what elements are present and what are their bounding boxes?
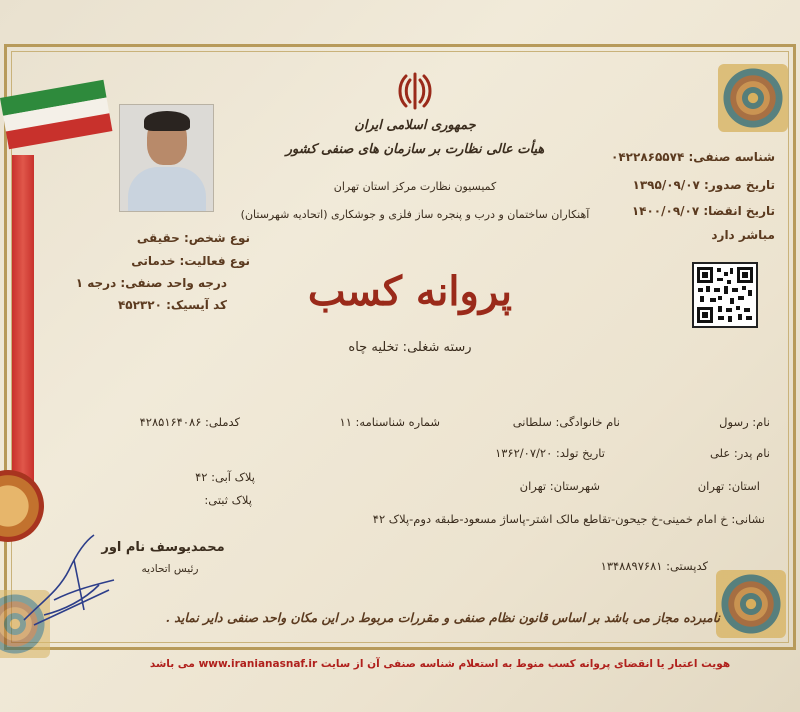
city: شهرستان: تهران bbox=[519, 479, 600, 493]
ribbon-decoration bbox=[12, 155, 34, 485]
father-name: نام پدر: علی bbox=[709, 446, 770, 460]
holder-surname: نام خانوادگی: سلطانی bbox=[512, 415, 620, 429]
registered-plate: پلاک ثبتی: bbox=[204, 493, 252, 507]
guild-id: شناسه صنفی: ۰۴۲۲۸۶۵۵۷۴ bbox=[611, 150, 775, 164]
signature-icon bbox=[14, 530, 124, 630]
republic-heading: جمهوری اسلامی ایران bbox=[354, 118, 476, 133]
iran-emblem-icon bbox=[394, 70, 436, 112]
legal-notice: نامبرده مجاز می باشد بر اساس قانون نظام صنفی و مقررات مربوط در این مکان واحد صنفی دایر نماید . bbox=[165, 610, 720, 625]
verification-footer bbox=[110, 658, 770, 670]
signer-role: رئیس اتحادیه bbox=[141, 563, 199, 575]
qr-code-icon bbox=[692, 262, 758, 328]
activity-type: نوع فعالیت: خدماتی bbox=[131, 254, 250, 268]
corner-ornament-icon bbox=[716, 570, 786, 638]
birth-date: تاریخ تولد: ۱۳۶۲/۰۷/۲۰ bbox=[495, 446, 605, 460]
holder-first-name: نام: رسول bbox=[719, 415, 770, 429]
document-title: پروانه کسب bbox=[307, 268, 513, 315]
board-heading: هیأت عالی نظارت بر سازمان های صنفی کشور bbox=[285, 142, 545, 157]
unit-grade: درجه واحد صنفی: درجه ۱ bbox=[75, 276, 227, 290]
footer-text: هویت اعتبار یا انقضای پروانه کسب منوط به استعلام شناسه صنفی آن از سایت bbox=[320, 658, 731, 670]
expiry-date: تاریخ انقضا: ۱۴۰۰/۰۹/۰۷ bbox=[631, 204, 775, 218]
footer-text-end: می باشد bbox=[149, 658, 195, 670]
national-code: کدملی: ۴۲۸۵۱۶۴۰۸۶ bbox=[139, 415, 240, 429]
signer-name: محمدیوسف نام اور bbox=[101, 540, 225, 555]
corner-ornament-icon bbox=[718, 64, 788, 132]
person-type: نوع شخص: حقیقی bbox=[136, 231, 250, 245]
id-number: شماره شناسنامه: ۱۱ bbox=[339, 415, 440, 429]
isic-code: کد آیسیک: ۴۵۲۳۲۰ bbox=[117, 298, 227, 312]
commission-heading: کمیسیون نظارت مرکز استان تهران bbox=[333, 180, 497, 193]
direct-manager: مباشر دارد bbox=[711, 228, 775, 242]
business-category: رسته شغلی: تخلیه چاه bbox=[348, 340, 472, 355]
union-heading: آهنکاران ساختمان و درب و پنجره ساز فلزی و جوشکاری (اتحادیه شهرستان) bbox=[240, 208, 590, 221]
address: نشانی: خ امام خمینی-خ جیحون-تقاطع مالک اشتر-پاساژ مسعود-طبقه دوم-پلاک ۴۲ bbox=[372, 512, 765, 526]
issue-date: تاریخ صدور: ۱۳۹۵/۰۹/۰۷ bbox=[632, 178, 775, 192]
website-link[interactable]: www.iranianasnaf.ir bbox=[198, 658, 318, 670]
blue-plate: پلاک آبی: ۴۲ bbox=[195, 470, 255, 484]
province: استان: تهران bbox=[697, 479, 760, 493]
holder-photo bbox=[119, 104, 214, 212]
postal-code: کدپستی: ۱۳۴۸۸۹۷۶۸۱ bbox=[600, 559, 708, 573]
